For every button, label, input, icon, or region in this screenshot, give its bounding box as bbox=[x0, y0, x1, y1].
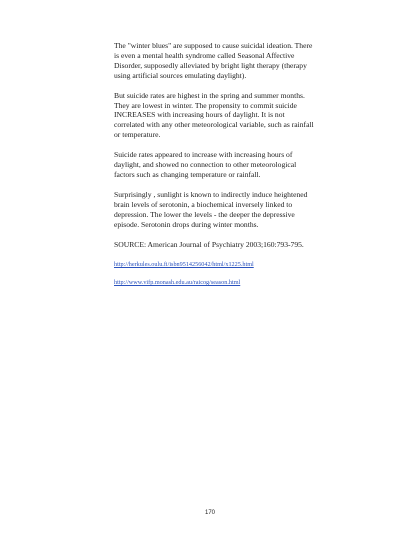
paragraph-daylight-correlation: Suicide rates appeared to increase with increasing hours of daylight, and showed no connection to other meteorological factors such as changing temperature or rainfall. bbox=[114, 150, 297, 179]
paragraph-suicide-rates: But suicide rates are highest in the spring and summer months. They are lowest in winter. The propensity to commit suicide INCREASES with increasing hours of daylight. It is not correlated with any other meteorological variable, such as rainfall or temperature. bbox=[114, 90, 314, 140]
reference-link-oulu[interactable]: http://herkules.oulu.fi/isbn9514256042/html/x1225.html bbox=[114, 261, 254, 269]
reference-link-monash[interactable]: http://www.vifp.monash.edu.au/raicog/season.html bbox=[114, 279, 241, 287]
source-citation: SOURCE: American Journal of Psychiatry 2003;160:793-795. bbox=[114, 239, 304, 249]
paragraph-serotonin: Surprisingly , sunlight is known to indirectly induce heightened brain levels of serotonin, a biochemical inversely linked to depression. The lower the levels - the deeper the depressive episode. Serotonin drops during winter months. bbox=[114, 189, 308, 229]
paragraph-winter-blues: The "winter blues" are supposed to cause suicidal ideation. There is even a mental health syndrome called Seasonal Affective Disorder, supposedly alleviated by bright light therapy (therapy using artificial sources emulating daylight). bbox=[114, 41, 313, 80]
page-number: 170 bbox=[204, 510, 215, 516]
document-body bbox=[114, 41, 314, 297]
